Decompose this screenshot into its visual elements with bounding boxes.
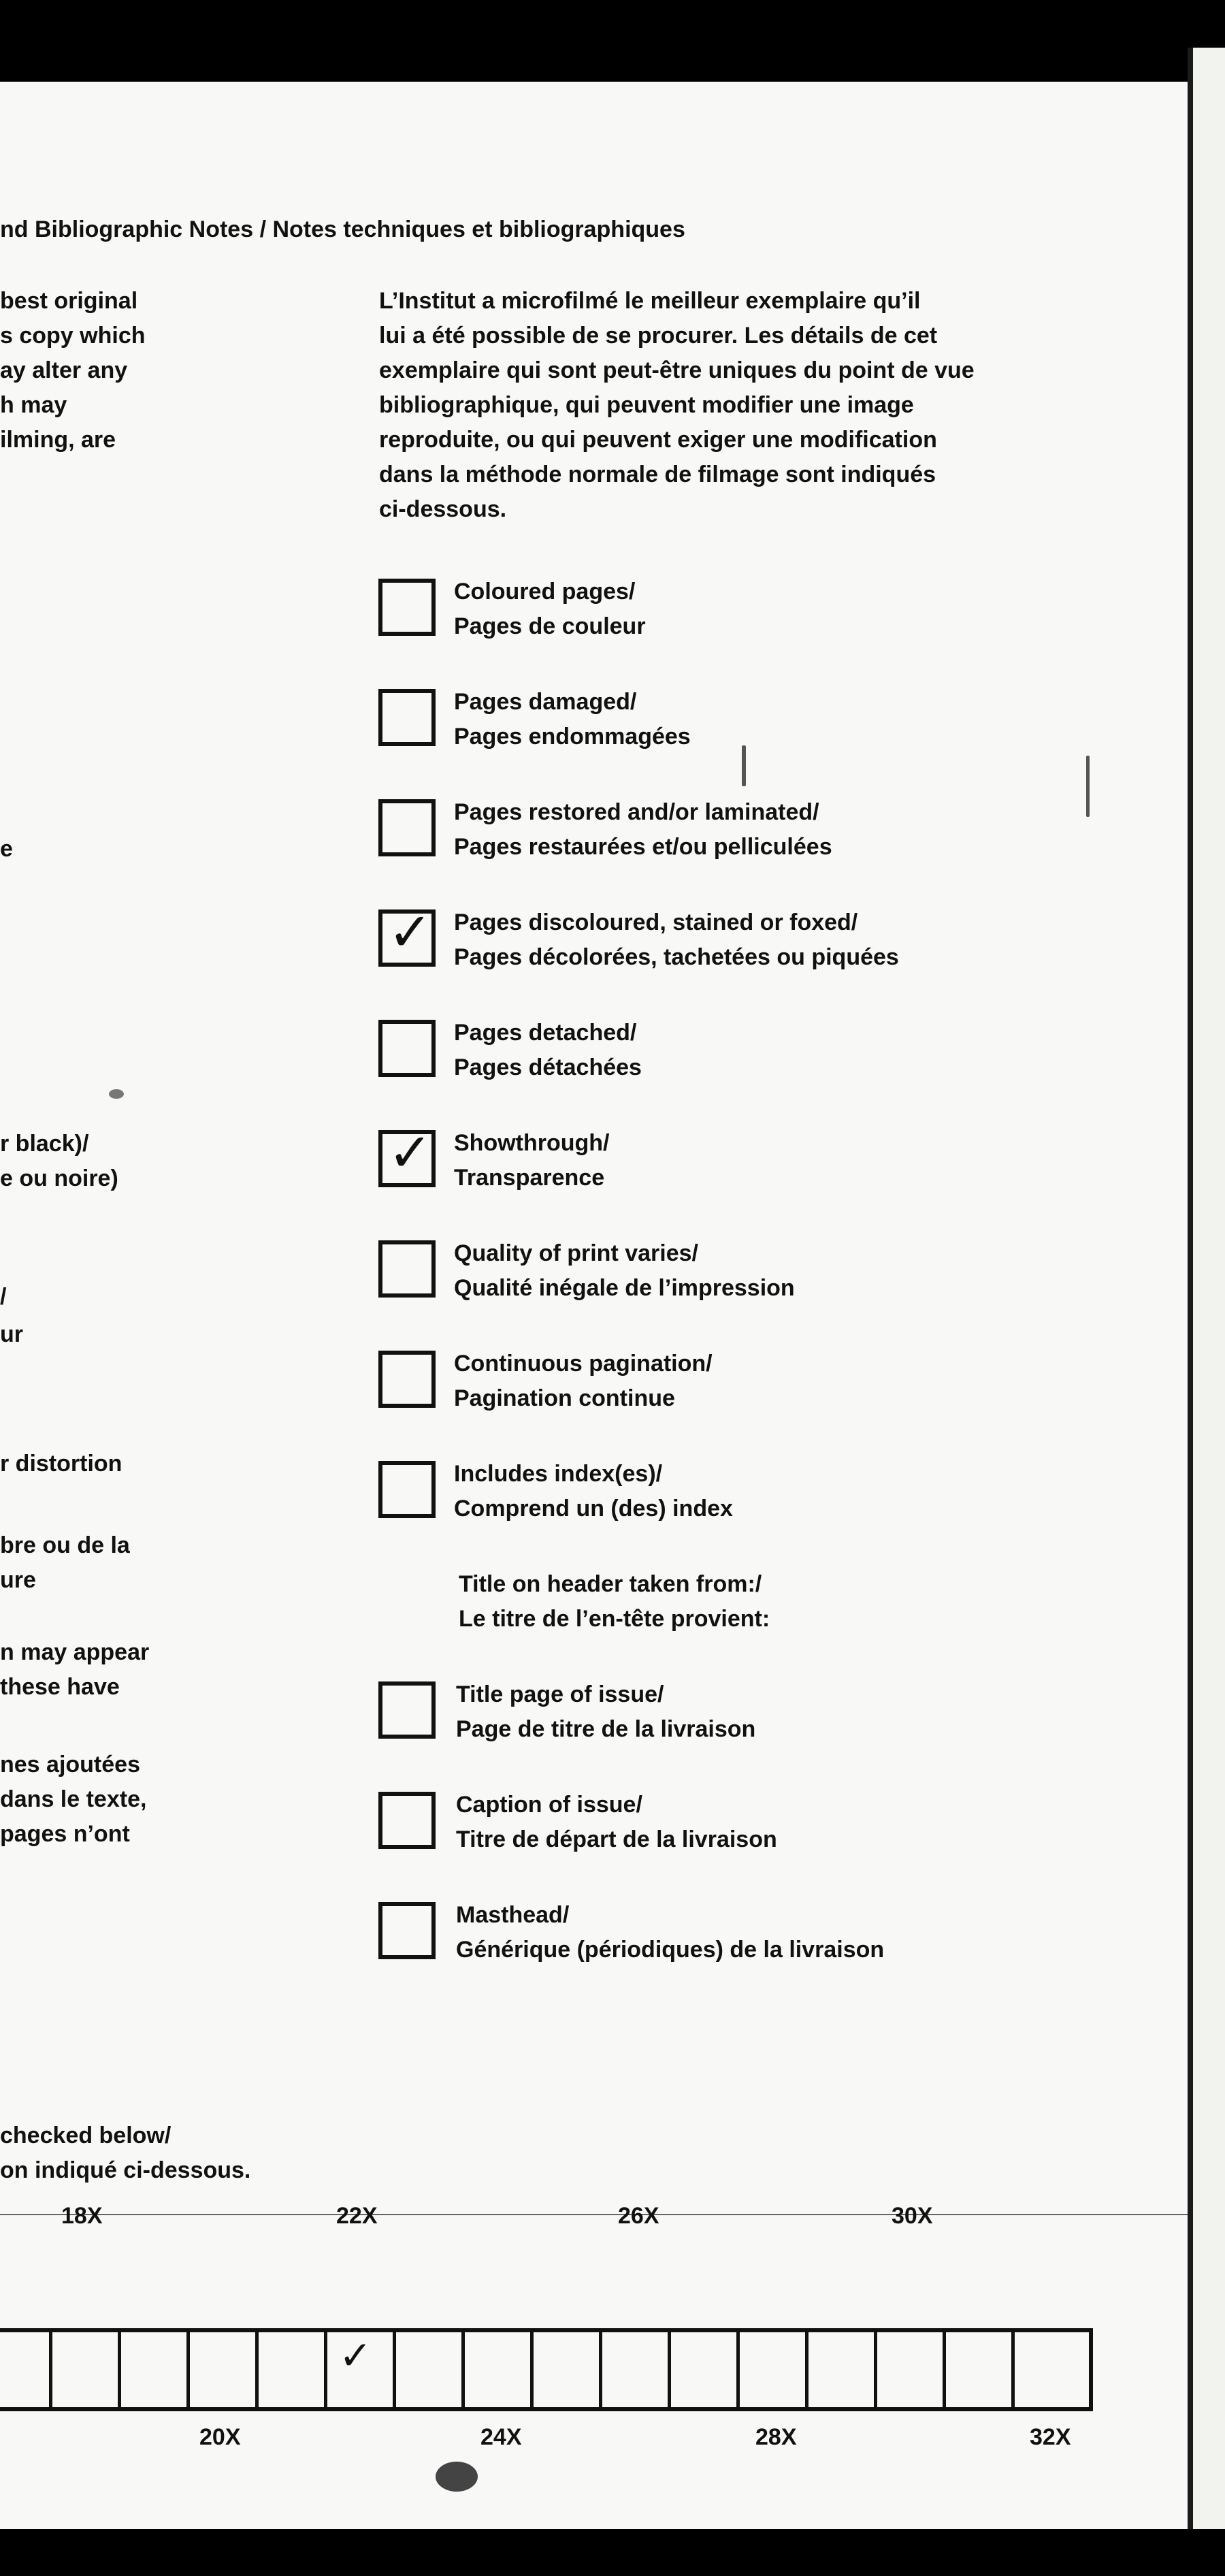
checkbox: [378, 1902, 436, 1959]
scale-label-22x: 22X: [336, 2203, 378, 2229]
left-fragment: ur: [0, 1321, 23, 1347]
left-fragment: r distortion: [0, 1451, 122, 1477]
left-fragment: e: [0, 836, 13, 862]
option-label-fr: Pages détachées: [454, 1054, 642, 1080]
header-source-label-fr: Le titre de l’en-tête provient:: [459, 1606, 770, 1632]
left-fragment: bre ou de la: [0, 1532, 130, 1558]
option-label: Quality of print varies/: [454, 1240, 698, 1266]
left-fragment: ure: [0, 1567, 36, 1593]
scale-label-30x: 30X: [892, 2203, 933, 2229]
reduction-scale-grid: [0, 2328, 1093, 2411]
intro-line: ci-dessous.: [379, 496, 507, 522]
checkbox: [378, 1240, 436, 1298]
option-label-fr: Pages de couleur: [454, 613, 646, 639]
scale-label-32x: 32X: [1030, 2424, 1071, 2450]
scan-speck: [109, 1089, 124, 1099]
scale-check-icon: ✓: [339, 2334, 372, 2378]
left-fragment: pages n’ont: [0, 1821, 130, 1847]
scale-cell: [0, 2332, 49, 2407]
scale-cell: [255, 2332, 324, 2407]
left-fragment: h may: [0, 392, 67, 418]
scale-cell: [1011, 2332, 1080, 2407]
option-label-fr: Pages décolorées, tachetées ou piquées: [454, 944, 899, 970]
left-fragment: r black)/: [0, 1131, 89, 1157]
option-label-fr: Comprend un (des) index: [454, 1496, 733, 1522]
intro-line: lui a été possible de se procurer. Les détails de cet: [379, 323, 938, 349]
scale-cell: [736, 2332, 805, 2407]
intro-line: dans la méthode normale de filmage sont indiqués: [379, 462, 936, 487]
intro-line: bibliographique, qui peuvent modifier une image: [379, 392, 914, 418]
checkbox: [378, 1020, 436, 1077]
scale-cell: [668, 2332, 736, 2407]
scale-cell: [393, 2332, 461, 2407]
filming-notes-sheet: [0, 82, 1188, 2529]
scan-speck: [1086, 756, 1090, 817]
page-title: nd Bibliographic Notes / Notes techniques et bibliographiques: [0, 216, 685, 242]
left-fragment: e ou noire): [0, 1165, 118, 1191]
left-fragment: on indiqué ci-dessous.: [0, 2157, 251, 2183]
option-label: Pages damaged/: [454, 689, 637, 715]
checkbox: [378, 1792, 436, 1849]
option-label-fr: Générique (périodiques) de la livraison: [456, 1937, 885, 1963]
header-source-label: Title on header taken from:/: [459, 1571, 762, 1597]
checkbox: [378, 1461, 436, 1518]
left-fragment: s copy which: [0, 323, 146, 349]
scale-label-20x: 20X: [199, 2424, 241, 2450]
scale-cell: [186, 2332, 255, 2407]
checkbox: [378, 1351, 436, 1408]
option-label-fr: Pages endommagées: [454, 724, 691, 750]
option-label: Masthead/: [456, 1902, 570, 1928]
option-label: Coloured pages/: [454, 579, 636, 605]
option-label-fr: Page de titre de la livraison: [456, 1716, 756, 1742]
left-fragment: these have: [0, 1674, 120, 1700]
option-label-fr: Pagination continue: [454, 1385, 675, 1411]
left-fragment: ay alter any: [0, 357, 128, 383]
scale-label-28x: 28X: [755, 2424, 797, 2450]
check-mark-icon: ✓: [388, 1123, 433, 1182]
scan-speck: [742, 745, 746, 786]
option-label: Pages discoloured, stained or foxed/: [454, 909, 858, 935]
option-label: Pages detached/: [454, 1020, 637, 1046]
film-border: [0, 2529, 1225, 2576]
checkbox: [378, 1681, 436, 1739]
scale-top-rule: [0, 2214, 1188, 2215]
checkbox: [378, 579, 436, 636]
option-label: Caption of issue/: [456, 1792, 642, 1818]
left-fragment: best original: [0, 288, 138, 314]
scale-cell: [874, 2332, 943, 2407]
intro-line: reproduite, ou qui peuvent exiger une modification: [379, 427, 937, 453]
option-label: Pages restored and/or laminated/: [454, 799, 819, 825]
option-label-fr: Pages restaurées et/ou pelliculées: [454, 834, 832, 860]
option-label-fr: Transparence: [454, 1165, 605, 1191]
left-fragment: nes ajoutées: [0, 1752, 140, 1777]
scale-label-18x: 18X: [61, 2203, 103, 2229]
scan-speck: [436, 2462, 478, 2492]
scale-cell: [118, 2332, 186, 2407]
scale-cell: [805, 2332, 874, 2407]
scale-label-24x: 24X: [480, 2424, 522, 2450]
left-fragment: n may appear: [0, 1639, 150, 1665]
checkbox: [378, 689, 436, 746]
scale-cell: [49, 2332, 118, 2407]
left-fragment: dans le texte,: [0, 1786, 147, 1812]
scale-label-26x: 26X: [618, 2203, 659, 2229]
left-fragment: checked below/: [0, 2123, 172, 2148]
option-label: Includes index(es)/: [454, 1461, 663, 1487]
check-mark-icon: ✓: [388, 902, 433, 962]
scale-cell: [599, 2332, 668, 2407]
option-label: Showthrough/: [454, 1130, 610, 1156]
option-label: Continuous pagination/: [454, 1351, 713, 1376]
option-label-fr: Titre de départ de la livraison: [456, 1826, 777, 1852]
left-fragment: ilming, are: [0, 427, 116, 453]
intro-line: exemplaire qui sont peut-être uniques du point de vue: [379, 357, 975, 383]
intro-line: L’Institut a microfilmé le meilleur exemplaire qu’il: [379, 288, 921, 314]
left-fragment: /: [0, 1284, 7, 1310]
option-label-fr: Qualité inégale de l’impression: [454, 1275, 795, 1301]
scale-cell: [943, 2332, 1011, 2407]
option-label: Title page of issue/: [456, 1681, 664, 1707]
page-edge: [1188, 48, 1225, 2529]
checkbox: [378, 799, 436, 856]
scale-cell: [530, 2332, 599, 2407]
scale-cell: [461, 2332, 530, 2407]
